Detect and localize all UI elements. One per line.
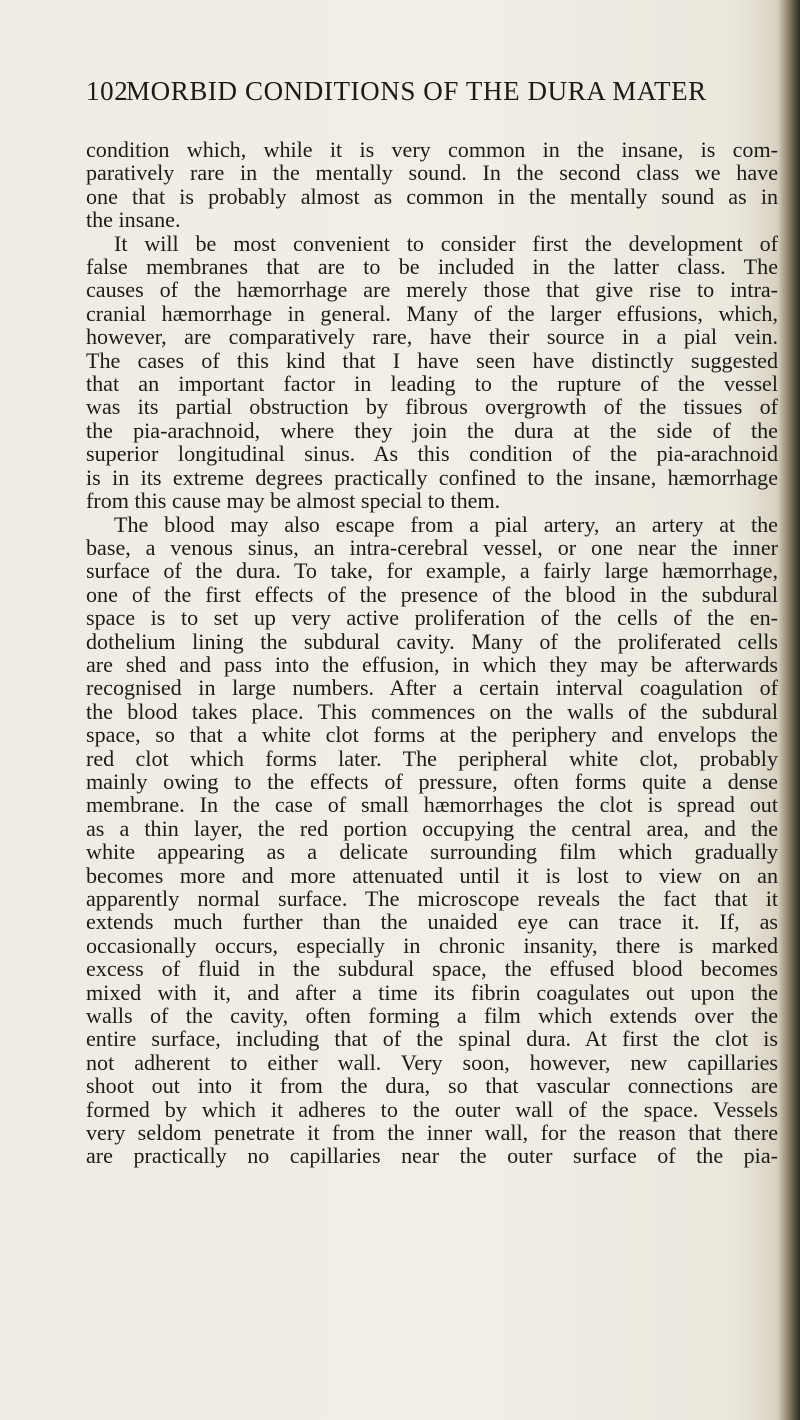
paragraph-1: [86, 138, 778, 232]
text-line: false membranes that are to be included in the latter class. The: [86, 254, 778, 280]
text-line: red clot which forms later. The peripheral white clot, probably: [86, 745, 778, 771]
text-line: are shed and pass into the effusion, in which they may be afterwards: [86, 651, 778, 677]
text-line: excess of fluid in the subdural space, the effused blood becomes: [86, 956, 778, 982]
text-line: superior longitudinal sinus. As this condition of the pia-arachnoid: [86, 441, 778, 467]
text-line: however, are comparatively rare, have their source in a pial vein.: [86, 324, 778, 350]
text-line: was its partial obstruction by fibrous overgrowth of the tissues of: [86, 394, 778, 420]
text-line: becomes more and more attenuated until it is lost to view on an: [86, 862, 778, 888]
text-line: that an important factor in leading to the rupture of the vessel: [86, 371, 778, 397]
text-line: base, a venous sinus, an intra-cerebral vessel, or one near the inner: [86, 534, 778, 560]
text-line: apparently normal surface. The microscope reveals the fact that it: [86, 886, 778, 911]
text-line: the pia-arachnoid, where they join the dura at the side of the: [86, 417, 778, 443]
text-line: membrane. In the case of small hæmorrhages the clot is spread out: [86, 792, 778, 818]
text-line: one of the first effects of the presence of the blood in the subdural: [86, 581, 778, 607]
text-line: not adherent to either wall. Very soon, however, new capillaries: [86, 1049, 778, 1075]
text-line: as a thin layer, the red portion occupying the central area, and the: [86, 815, 778, 841]
text-line: paratively rare in the mentally sound. In the second class we have: [86, 160, 778, 186]
text-line: dothelium lining the subdural cavity. Many of the proliferated cells: [86, 628, 778, 654]
text-line: It will be most convenient to consider first the development of: [114, 230, 778, 256]
text-line: recognised in large numbers. After a certain interval coagulation of: [86, 675, 778, 701]
text-line: the insane.: [86, 207, 181, 233]
text-line: the blood takes place. This commences on the walls of the subdural: [86, 698, 778, 724]
running-head: MORBID CONDITIONS OF THE DURA MATER: [126, 76, 707, 106]
text-line: from this cause may be almost special to them.: [86, 488, 501, 514]
text-line: one that is probably almost as common in the mentally sound as in: [86, 183, 778, 209]
text-line: The blood may also escape from a pial artery, an artery at the: [114, 511, 778, 537]
page-number: 102: [86, 76, 129, 106]
text-line: cranial hæmorrhage in general. Many of the larger effusions, which,: [86, 300, 778, 326]
text-line: space, so that a white clot forms at the periphery and envelops the: [86, 722, 778, 748]
page-binding-edge: [778, 0, 800, 1420]
text-line: very seldom penetrate it from the inner wall, for the reason that there: [86, 1120, 778, 1146]
text-line: entire surface, including that of the spinal dura. At first the clot is: [86, 1026, 778, 1052]
body-text: [86, 138, 778, 1168]
text-line: The cases of this kind that I have seen have distinctly suggested: [86, 347, 778, 373]
text-line: condition which, while it is very common in the insane, is com-: [86, 137, 778, 162]
text-line: occasionally occurs, especially in chronic insanity, there is marked: [86, 932, 778, 958]
text-line: white appearing as a delicate surrounding film which gradually: [86, 839, 778, 865]
text-line: causes of the hæmorrhage are merely those that give rise to intra-: [86, 277, 778, 303]
text-line: is in its extreme degrees practically confined to the insane, hæmorrhage: [86, 464, 778, 490]
page-header: [86, 76, 786, 116]
text-line: space is to set up very active proliferation of the cells of the en-: [86, 605, 778, 631]
text-line: shoot out into it from the dura, so that vascular connections are: [86, 1073, 778, 1099]
text-line: walls of the cavity, often forming a film which extends over the: [86, 1003, 778, 1029]
text-line: surface of the dura. To take, for example, a fairly large hæmorrhage,: [86, 558, 778, 584]
paragraph-2: [86, 232, 778, 513]
paragraph-3: [86, 513, 778, 1168]
text-line: mainly owing to the effects of pressure, often forms quite a dense: [86, 768, 778, 794]
text-line: formed by which it adheres to the outer wall of the space. Vessels: [86, 1096, 778, 1122]
text-line: extends much further than the unaided eye can trace it. If, as: [86, 909, 778, 935]
text-line: mixed with it, and after a time its fibrin coagulates out upon the: [86, 979, 778, 1005]
text-line: are practically no capillaries near the outer surface of the pia-: [86, 1143, 778, 1169]
